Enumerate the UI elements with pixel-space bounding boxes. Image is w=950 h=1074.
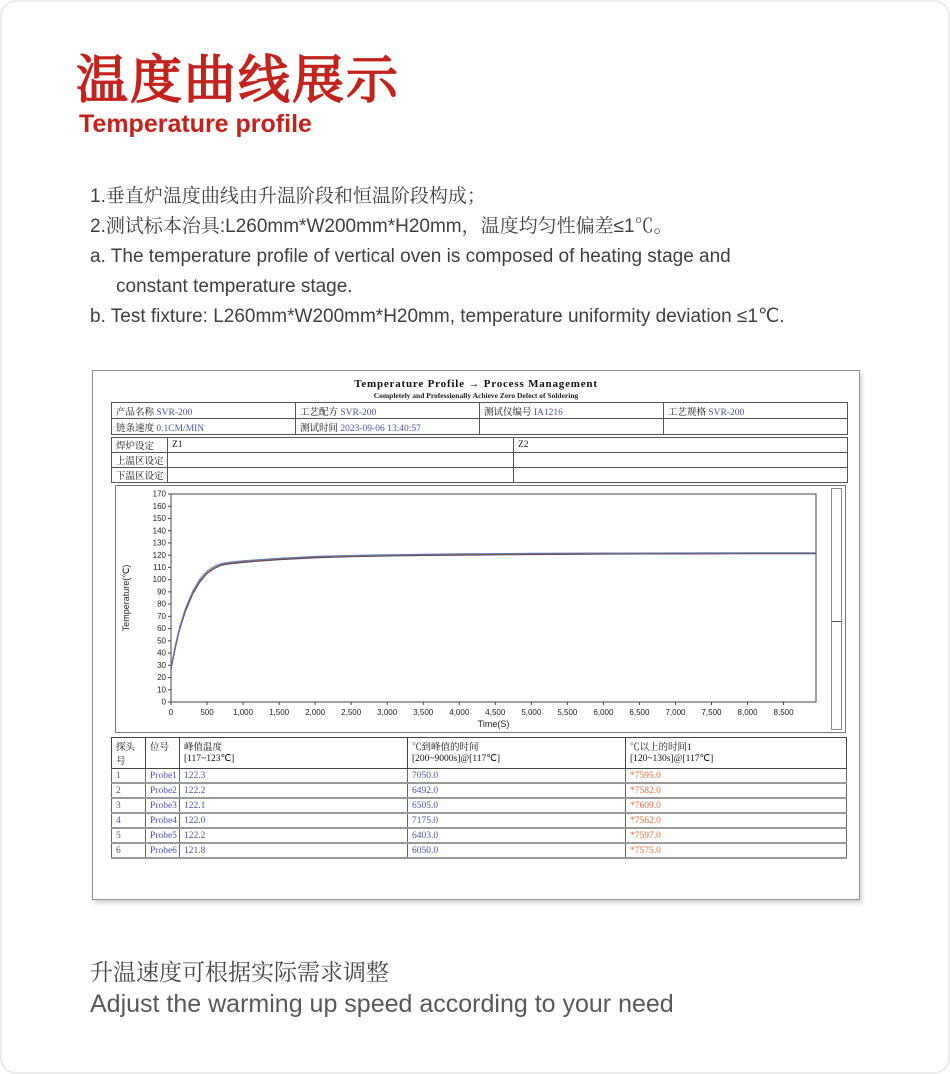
svg-text:4,500: 4,500 <box>485 708 506 717</box>
time-above: *7582.0 <box>626 783 847 798</box>
col-header-position: 位号 <box>146 738 180 769</box>
info-value: SVR-200 <box>156 407 193 418</box>
svg-text:150: 150 <box>152 514 166 524</box>
peak-temp: 122.1 <box>180 798 408 813</box>
zone-label: 上温区设定 <box>112 453 168 468</box>
time-above: *7609.0 <box>626 798 847 813</box>
svg-text:4,000: 4,000 <box>449 708 470 717</box>
intro-line-5: b. Test fixture: L260mm*W200mm*H20mm, temperature uniformity deviation ≤1℃. <box>90 306 785 327</box>
svg-text:80: 80 <box>157 599 166 609</box>
info-label: 测试时间 <box>300 423 339 434</box>
svg-text:3,500: 3,500 <box>413 708 434 717</box>
table-row <box>112 769 847 784</box>
probe-position: Probe5 <box>146 828 180 843</box>
report-title: Temperature Profile → Process Management <box>354 378 598 390</box>
peak-temp: 121.8 <box>180 843 408 858</box>
info-value: IA1216 <box>533 407 563 418</box>
info-cell <box>112 419 296 435</box>
svg-text:1,500: 1,500 <box>269 708 290 717</box>
info-cell <box>296 403 480 419</box>
svg-text:120: 120 <box>152 550 166 560</box>
zone-cell <box>514 468 848 483</box>
footer-note-chinese: 升温速度可根据实际需求调整 <box>90 959 389 985</box>
info-table <box>111 402 848 435</box>
probe-position: Probe4 <box>146 813 180 828</box>
probe-no: 6 <box>112 843 146 858</box>
peak-temp: 122.0 <box>180 813 408 828</box>
info-value: 0.1CM/MIN <box>156 423 205 434</box>
svg-text:2,000: 2,000 <box>305 708 326 717</box>
svg-text:6,000: 6,000 <box>593 708 614 717</box>
info-value: 2023-09-06 13:40:57 <box>340 423 421 434</box>
svg-text:60: 60 <box>157 624 166 634</box>
col-header-probe-no: 探头号 <box>112 738 146 769</box>
chart-scrollbar[interactable] <box>831 488 842 730</box>
time-to-peak: 7175.0 <box>408 813 626 828</box>
peak-temp: 122.2 <box>180 828 408 843</box>
svg-text:2,500: 2,500 <box>341 708 362 717</box>
svg-text:3,000: 3,000 <box>377 708 398 717</box>
info-value: SVR-200 <box>708 407 745 418</box>
chart-scrollbar-handle[interactable] <box>832 621 841 622</box>
probe-position: Probe1 <box>146 769 180 784</box>
info-label: 工艺规格 <box>668 407 707 418</box>
svg-text:10: 10 <box>157 685 166 695</box>
info-value: SVR-200 <box>340 407 377 418</box>
table-row <box>112 828 847 843</box>
peak-temp: 122.2 <box>180 783 408 798</box>
table-row <box>112 843 847 858</box>
probe-no: 2 <box>112 783 146 798</box>
time-to-peak: 6403.0 <box>408 828 626 843</box>
info-cell <box>480 419 664 435</box>
svg-text:7,500: 7,500 <box>701 708 722 717</box>
page-title-english: Temperature profile <box>79 110 312 138</box>
svg-text:40: 40 <box>157 648 166 658</box>
intro-text <box>90 182 785 332</box>
svg-text:160: 160 <box>152 501 166 511</box>
table-row <box>112 798 847 813</box>
probe-no: 4 <box>112 813 146 828</box>
svg-text:7,000: 7,000 <box>665 708 686 717</box>
zone-cell: Z1 <box>168 438 514 453</box>
col-header-time-to-peak: ℃到峰值的时间 [200~9000s]@[117℃] <box>408 738 626 769</box>
footer-note-english: Adjust the warming up speed according to your need <box>90 990 674 1018</box>
svg-text:90: 90 <box>157 587 166 597</box>
svg-text:50: 50 <box>157 636 166 646</box>
probe-no: 3 <box>112 798 146 813</box>
time-to-peak: 6492.0 <box>408 783 626 798</box>
svg-text:30: 30 <box>157 660 166 670</box>
probe-position: Probe6 <box>146 843 180 858</box>
time-above: *7575.0 <box>626 843 847 858</box>
page-title-chinese: 温度曲线展示 <box>76 50 401 111</box>
table-row <box>112 453 848 468</box>
peak-temp: 122.3 <box>180 769 408 784</box>
zone-cell <box>168 453 514 468</box>
info-cell <box>480 403 664 419</box>
info-cell <box>664 419 848 435</box>
zone-label: 下温区设定 <box>112 468 168 483</box>
table-header-row <box>112 738 847 769</box>
svg-text:170: 170 <box>152 489 166 499</box>
svg-text:5,000: 5,000 <box>521 708 542 717</box>
temperature-chart <box>115 485 846 733</box>
table-row <box>112 813 847 828</box>
svg-text:8,500: 8,500 <box>773 708 794 717</box>
intro-line-2: 2.测试标本治具:L260mm*W200mm*H20mm，温度均匀性偏差≤1℃。 <box>90 216 673 237</box>
svg-text:0: 0 <box>161 697 166 707</box>
svg-text:140: 140 <box>152 526 166 536</box>
svg-text:Temperature(℃): Temperature(℃) <box>121 564 131 632</box>
zone-cell <box>168 468 514 483</box>
svg-text:100: 100 <box>152 575 166 585</box>
zone-setting-table <box>111 437 848 483</box>
info-cell <box>296 419 480 435</box>
zone-cell <box>514 453 848 468</box>
col-header-peak-temp: 峰值温度 [117~123℃] <box>180 738 408 769</box>
info-label: 产品名称 <box>116 407 155 418</box>
intro-line-4: constant temperature stage. <box>116 276 353 297</box>
intro-line-1: 1.垂直炉温度曲线由升温阶段和恒温阶段构成； <box>90 186 486 207</box>
table-row <box>112 419 848 435</box>
temperature-line-chart <box>116 486 832 731</box>
svg-text:Time(S): Time(S) <box>477 719 510 729</box>
col-header-time-above: ℃以上的时间1 [120~130s]@[117℃] <box>626 738 847 769</box>
svg-text:130: 130 <box>152 538 166 548</box>
time-above: *7562.0 <box>626 813 847 828</box>
zone-cell: Z2 <box>514 438 848 453</box>
svg-text:500: 500 <box>200 708 214 717</box>
svg-text:110: 110 <box>153 563 166 573</box>
svg-text:5,500: 5,500 <box>557 708 578 717</box>
info-cell <box>664 403 848 419</box>
intro-line-3: a. The temperature profile of vertical oven is composed of heating stage and <box>90 246 731 267</box>
svg-text:20: 20 <box>157 673 166 683</box>
time-to-peak: 6505.0 <box>408 798 626 813</box>
svg-text:6,500: 6,500 <box>629 708 650 717</box>
svg-text:70: 70 <box>157 611 166 621</box>
time-to-peak: 7050.0 <box>408 769 626 784</box>
report-header <box>93 371 859 400</box>
temperature-report-panel <box>92 370 860 900</box>
report-subtitle: Completely and Professionally Achieve Zero Defect of Soldering <box>373 391 579 400</box>
table-row <box>112 438 848 453</box>
svg-text:0: 0 <box>168 708 174 717</box>
table-row <box>112 468 848 483</box>
info-cell <box>112 403 296 419</box>
svg-text:1,000: 1,000 <box>233 708 254 717</box>
svg-text:8,000: 8,000 <box>737 708 758 717</box>
time-to-peak: 6050.0 <box>408 843 626 858</box>
info-label: 测试仪编号 <box>484 407 532 418</box>
time-above: *7595.0 <box>626 769 847 784</box>
info-label: 链条速度 <box>116 423 155 434</box>
probe-no: 5 <box>112 828 146 843</box>
time-above: *7597.0 <box>626 828 847 843</box>
info-label: 工艺配方 <box>300 407 339 418</box>
table-row <box>112 783 847 798</box>
probe-position: Probe3 <box>146 798 180 813</box>
zone-label: 焊炉设定 <box>112 438 168 453</box>
probe-position: Probe2 <box>146 783 180 798</box>
probe-result-table <box>111 737 847 859</box>
probe-no: 1 <box>112 769 146 784</box>
table-row <box>112 403 848 419</box>
